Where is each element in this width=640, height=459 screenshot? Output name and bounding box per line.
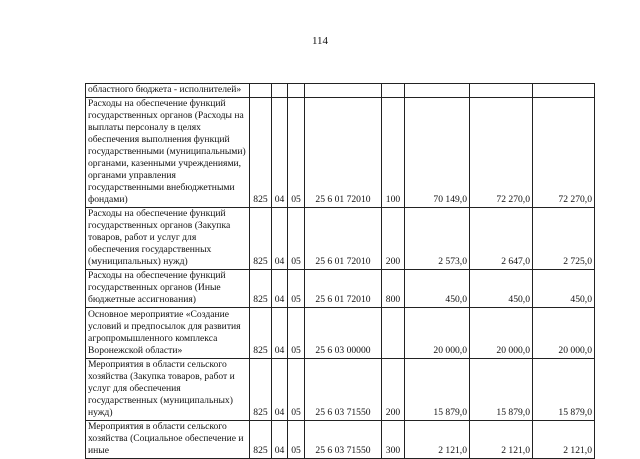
amount-year3-cell: 2 725,0 (533, 208, 595, 270)
budget-table (85, 83, 595, 459)
amount-year2-cell: 2 647,0 (470, 208, 533, 270)
expense-type-cell: 300 (382, 421, 405, 459)
section-code-cell: 04 (272, 359, 288, 421)
amount-year3-cell: 2 121,0 (533, 421, 595, 459)
row-name-cell: Основное мероприятие «Создание условий и предпосылок для развития агропромышленного комплекса Воронежской области» (86, 308, 250, 359)
subsection-code-cell: 05 (288, 98, 305, 208)
subsection-code-cell: 05 (288, 308, 305, 359)
section-code-cell: 04 (272, 308, 288, 359)
expense-type-cell: 200 (382, 208, 405, 270)
amount-year3-cell: 72 270,0 (533, 98, 595, 208)
amount-year2-cell (470, 84, 533, 98)
amount-year2-cell: 72 270,0 (470, 98, 533, 208)
amount-year3-cell: 20 000,0 (533, 308, 595, 359)
table-row (86, 308, 595, 359)
ministry-code-cell: 825 (250, 208, 272, 270)
amount-year3-cell (533, 84, 595, 98)
row-name-cell: Мероприятия в области сельского хозяйства (Закупка товаров, работ и услуг для обеспечения государственных (муниципальных) нужд) (86, 359, 250, 421)
section-code-cell: 04 (272, 421, 288, 459)
target-article-cell: 25 6 01 72010 (305, 208, 382, 270)
amount-year2-cell: 15 879,0 (470, 359, 533, 421)
amount-year1-cell: 15 879,0 (405, 359, 470, 421)
target-article-cell: 25 6 03 00000 (305, 308, 382, 359)
table-row (86, 98, 595, 208)
ministry-code-cell: 825 (250, 308, 272, 359)
amount-year1-cell (405, 84, 470, 98)
target-article-cell: 25 6 03 71550 (305, 421, 382, 459)
row-name-cell: Расходы на обеспечение функций государственных органов (Иные бюджетные ассигнования) (86, 270, 250, 308)
amount-year1-cell: 2 573,0 (405, 208, 470, 270)
ministry-code-cell: 825 (250, 270, 272, 308)
subsection-code-cell: 05 (288, 421, 305, 459)
amount-year2-cell: 450,0 (470, 270, 533, 308)
section-code-cell: 04 (272, 270, 288, 308)
target-article-cell: 25 6 01 72010 (305, 98, 382, 208)
expense-type-cell (382, 308, 405, 359)
target-article-cell: 25 6 01 72010 (305, 270, 382, 308)
ministry-code-cell: 825 (250, 98, 272, 208)
expense-type-cell: 100 (382, 98, 405, 208)
table-row (86, 359, 595, 421)
amount-year2-cell: 2 121,0 (470, 421, 533, 459)
amount-year3-cell: 450,0 (533, 270, 595, 308)
amount-year1-cell: 450,0 (405, 270, 470, 308)
amount-year1-cell: 20 000,0 (405, 308, 470, 359)
expense-type-cell: 200 (382, 359, 405, 421)
ministry-code-cell (250, 84, 272, 98)
table-row (86, 84, 595, 98)
target-article-cell: 25 6 03 71550 (305, 359, 382, 421)
page-number: 114 (311, 35, 329, 47)
expense-type-cell (382, 84, 405, 98)
table-row (86, 270, 595, 308)
expense-type-cell: 800 (382, 270, 405, 308)
section-code-cell: 04 (272, 208, 288, 270)
amount-year1-cell: 70 149,0 (405, 98, 470, 208)
section-code-cell: 04 (272, 98, 288, 208)
target-article-cell (305, 84, 382, 98)
ministry-code-cell: 825 (250, 359, 272, 421)
row-name-cell: Расходы на обеспечение функций государственных органов (Расходы на выплаты персоналу в целях обеспечения выполнения функций государственными (муниципальными) органами, казенными учреждениями, органами управления государственными внебюджетными фондами) (86, 98, 250, 208)
subsection-code-cell: 05 (288, 208, 305, 270)
table-row (86, 208, 595, 270)
amount-year2-cell: 20 000,0 (470, 308, 533, 359)
amount-year3-cell: 15 879,0 (533, 359, 595, 421)
row-name-cell: Расходы на обеспечение функций государственных органов (Закупка товаров, работ и услуг для обеспечения государственных (муниципальных) нужд) (86, 208, 250, 270)
row-name-cell: Мероприятия в области сельского хозяйства (Социальное обеспечение и иные (86, 421, 250, 459)
row-name-cell: областного бюджета - исполнителей» (86, 84, 250, 98)
section-code-cell (272, 84, 288, 98)
subsection-code-cell: 05 (288, 270, 305, 308)
ministry-code-cell: 825 (250, 421, 272, 459)
amount-year1-cell: 2 121,0 (405, 421, 470, 459)
subsection-code-cell: 05 (288, 359, 305, 421)
subsection-code-cell (288, 84, 305, 98)
